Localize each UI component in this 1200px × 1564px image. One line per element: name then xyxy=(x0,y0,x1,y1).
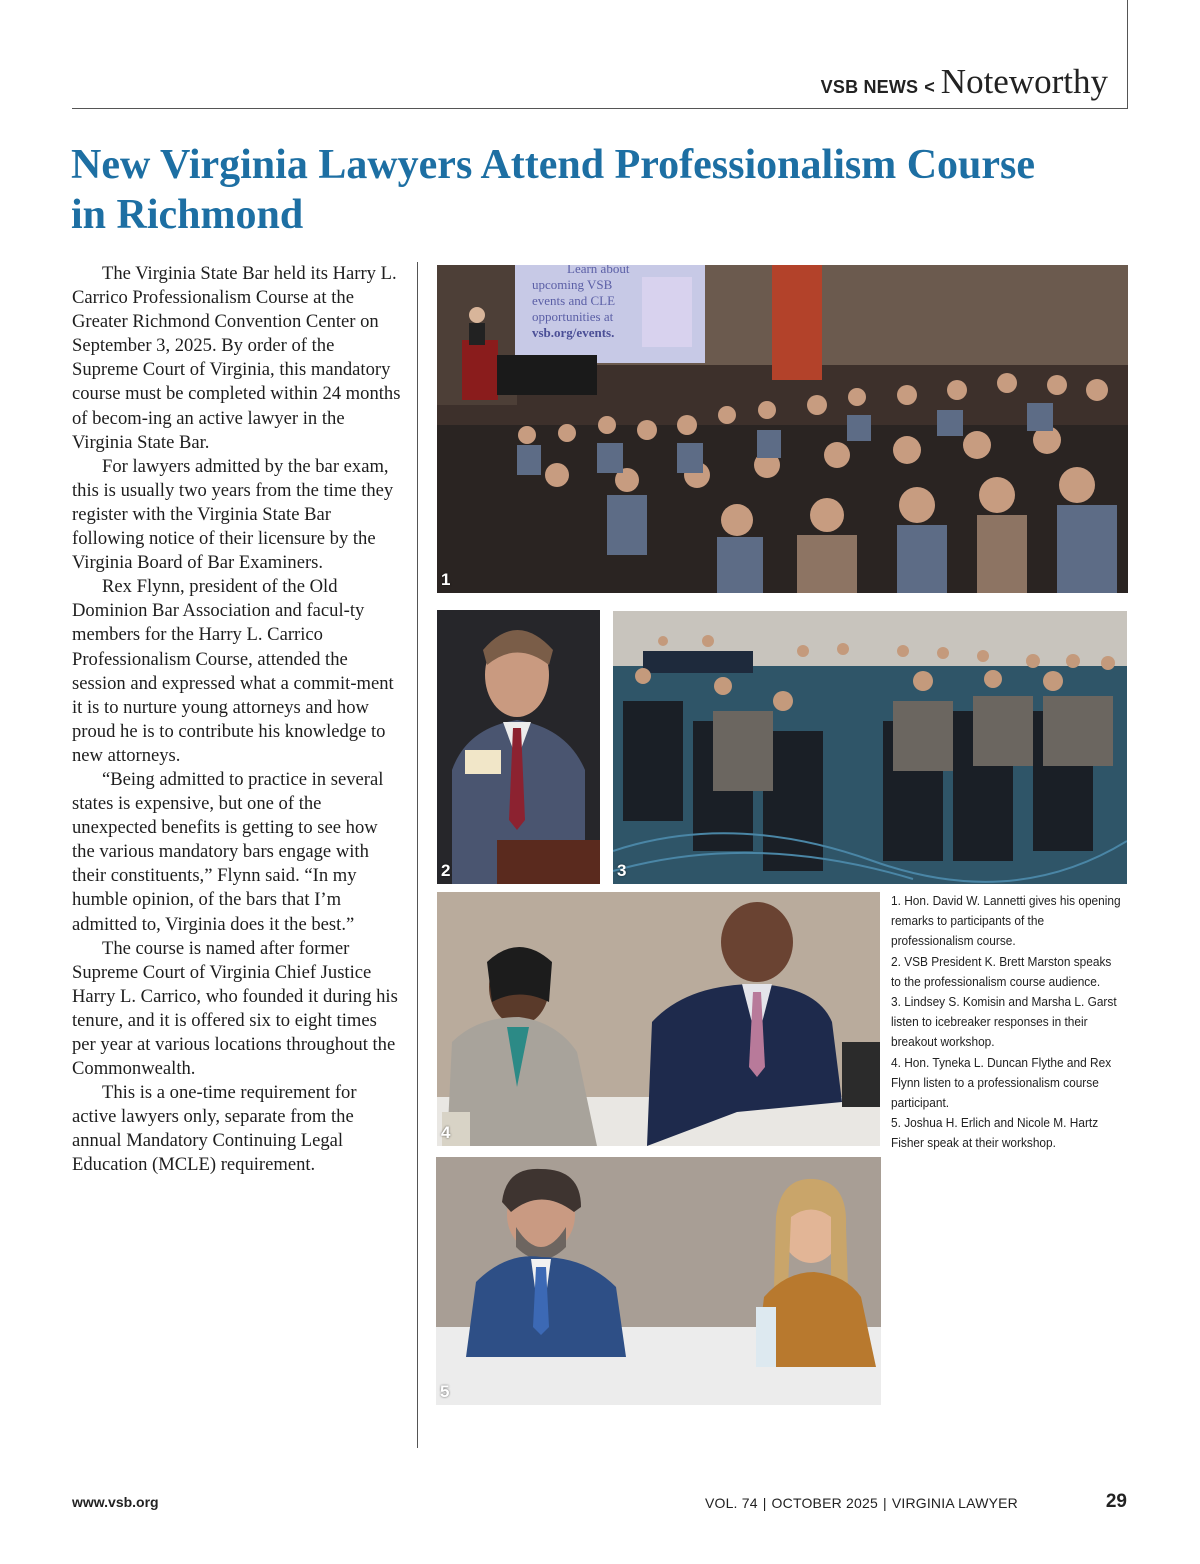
svg-text:events and CLE: events and CLE xyxy=(532,293,616,308)
photo-number: 1 xyxy=(441,570,451,589)
svg-text:upcoming VSB: upcoming VSB xyxy=(532,277,613,292)
svg-text:Learn about: Learn about xyxy=(567,265,630,276)
photo-captions xyxy=(891,891,1121,1154)
caption: 4. Hon. Tyneka L. Duncan Flythe and Rex Flynn listen to a professionalism course participant. xyxy=(891,1054,1112,1111)
photo-number: 3 xyxy=(617,861,627,880)
photo-speaker-illustration xyxy=(437,610,600,884)
body-paragraph: Rex Flynn, president of the Old Dominion Bar Association and facul-ty members for the Harry L. Carrico Professionalism Course, attended the session and expressed what a commit-ment it is to nurture young attorneys and how proud he is to contribute his knowledge to new attorneys. xyxy=(72,576,394,766)
footer-publication: VIRGINIA LAWYER xyxy=(891,1495,1018,1511)
body-paragraph: The Virginia State Bar held its Harry L. Carrico Professionalism Course at the Greater Richmond Convention Center on September 3, 2025. By order of the Supreme Court of Virginia, this mandatory course must be completed within 24 months of becom-ing an active lawyer in the Virginia State Bar. xyxy=(72,263,401,453)
photo-workshop xyxy=(436,1157,881,1405)
footer-url: www.vsb.org xyxy=(72,1494,159,1510)
footer-issue: OCTOBER 2025 xyxy=(771,1495,878,1511)
body-paragraph: This is a one-time requirement for active lawyers only, separate from the annual Mandatory Continuing Legal Education (MCLE) requirement. xyxy=(72,1082,357,1176)
footer-separator: | xyxy=(762,1495,767,1511)
svg-text:opportunities at: opportunities at xyxy=(532,309,614,324)
photo-number: 5 xyxy=(440,1382,450,1401)
body-paragraph: The course is named after former Supreme Court of Virginia Chief Justice Harry L. Carrico, who founded it during his tenure, and it is offered six to eight times per year at various locations throughout the Commonwealth. xyxy=(72,937,398,1080)
footer-volume: VOL. 74 xyxy=(704,1495,758,1511)
footer-issue-info xyxy=(705,1495,1018,1511)
section-label: VSB NEWS xyxy=(820,77,919,97)
body-paragraph: “Being admitted to practice in several states is expensive, but one of the unexpected benefits is getting to see how the various mandatory bars engage with their constituents,” Flynn said. “In my humble opinion, of the bars that I’m admitted to, Virginia does it the best.” xyxy=(72,768,384,935)
photo-breakout-room xyxy=(613,611,1127,884)
page-number: 29 xyxy=(1105,1491,1127,1512)
photo-number: 2 xyxy=(441,861,451,880)
header-vertical-rule xyxy=(1127,0,1128,108)
photo-speaker xyxy=(437,610,600,884)
caption: 3. Lindsey S. Komisin and Marsha L. Garst listen to icebreaker responses in their breakout workshop. xyxy=(891,994,1117,1050)
photo-number: 4 xyxy=(441,1123,451,1142)
photo-workshop-illustration xyxy=(436,1157,881,1405)
footer-separator: | xyxy=(882,1495,887,1511)
svg-text:vsb.org/events.: vsb.org/events. xyxy=(532,325,615,340)
caption: 1. Hon. David W. Lannetti gives his opening remarks to participants of the professionalism course. xyxy=(891,893,1121,949)
article-body xyxy=(72,262,404,1178)
photo-auditorium-illustration xyxy=(437,265,1128,593)
article-title: New Virginia Lawyers Attend Professionalism Course in Richmond xyxy=(71,142,1036,238)
department-label: Noteworthy xyxy=(940,62,1108,101)
photo-auditorium xyxy=(437,265,1128,593)
column-rule xyxy=(417,262,418,1448)
photo-breakout-room-illustration xyxy=(613,611,1127,884)
body-paragraph: For lawyers admitted by the bar exam, this is usually two years from the time they register with the Virginia State Bar following notice of their licensure by the Virginia Board of Bar Examiners. xyxy=(72,455,394,574)
caption: 5. Joshua H. Erlich and Nicole M. Hartz Fisher speak at their workshop. xyxy=(891,1115,1099,1151)
running-header xyxy=(821,62,1108,102)
caption: 2. VSB President K. Brett Marston speaks to the professionalism course audience. xyxy=(891,953,1112,989)
photo-panelists xyxy=(437,892,880,1146)
photo-panelists-illustration xyxy=(437,892,880,1146)
header-rule xyxy=(72,108,1128,109)
section-separator: < xyxy=(924,77,935,97)
